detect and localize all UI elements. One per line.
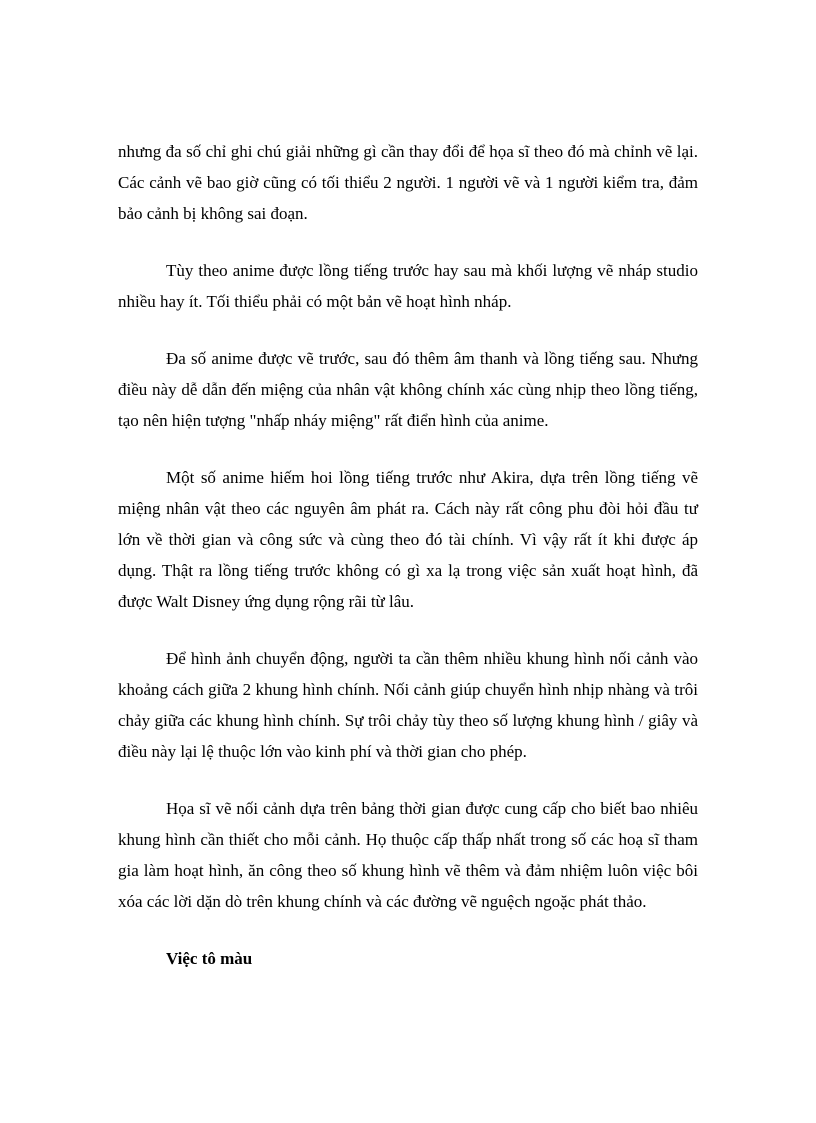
page-body [118,136,698,974]
paragraph-inbetweening: Để hình ảnh chuyển động, người ta cần thêm nhiều khung hình nối cảnh vào khoảng cách giữa 2 khung hình chính. Nối cảnh giúp chuyển hình nhịp nhàng và trôi chảy giữa các khung hình chính. Sự trôi chảy tùy theo số lượng khung hình / giây và điều này lại lệ thuộc lớn vào kinh phí và thời gian cho phép. [118,649,698,761]
paragraph-draw-first: Đa số anime được vẽ trước, sau đó thêm âm thanh và lồng tiếng sau. Nhưng điều này dễ dẫn đến miệng của nhân vật không chính xác cùng nhịp theo lồng tiếng, tạo nên hiện tượng "nhấp nháy miệng" rất điển hình của anime. [118,349,698,430]
paragraph-dubbing-timing: Tùy theo anime được lồng tiếng trước hay sau mà khối lượng vẽ nháp studio nhiều hay ít. Tối thiểu phải có một bản vẽ hoạt hình nháp. [118,261,698,311]
paragraph-continuation: nhưng đa số chỉ ghi chú giải những gì cần thay đổi để họa sĩ theo đó mà chỉnh vẽ lại. Các cảnh vẽ bao giờ cũng có tối thiểu 2 người. 1 người vẽ và 1 người kiểm tra, đảm bảo cảnh bị không sai đoạn. [118,142,698,223]
paragraph-prescoring: Một số anime hiếm hoi lồng tiếng trước như Akira, dựa trên lồng tiếng vẽ miệng nhân vật theo các nguyên âm phát ra. Cách này rất công phu đòi hỏi đầu tư lớn về thời gian và công sức và cùng theo đó tài chính. Vì vậy rất ít khi được áp dụng. Thật ra lồng tiếng trước không có gì xa lạ trong việc sản xuất hoạt hình, đã được Walt Disney ứng dụng rộng rãi từ lâu. [118,468,698,611]
section-heading: Việc tô màu [166,949,253,968]
paragraph-inbetween-artists: Họa sĩ vẽ nối cảnh dựa trên bảng thời gian được cung cấp cho biết bao nhiêu khung hình cần thiết cho mỗi cảnh. Họ thuộc cấp thấp nhất trong số các hoạ sĩ tham gia làm hoạt hình, ăn công theo số khung hình vẽ thêm và đảm nhiệm luôn việc bôi xóa các lời dặn dò trên khung chính và các đường vẽ nguệch ngoặc phát thảo. [118,799,698,911]
